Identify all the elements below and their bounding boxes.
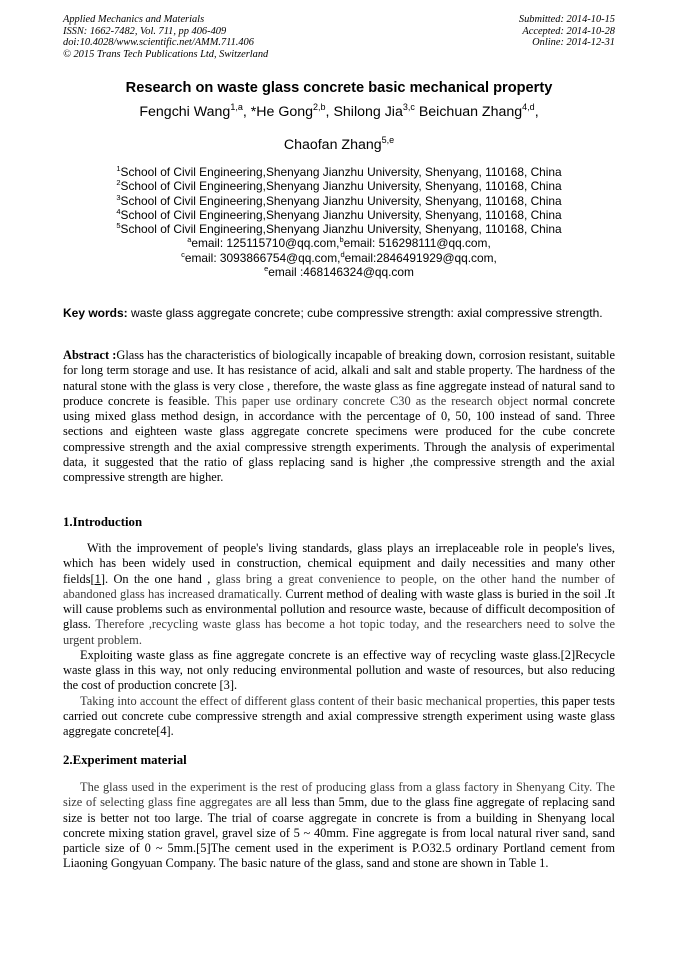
author-list bbox=[40, 103, 638, 121]
section-heading-introduction bbox=[63, 515, 142, 530]
affiliation-text: School of Civil Engineering,Shenyang Jianzhu University, Shenyang, 110168, China bbox=[120, 222, 562, 237]
author-affil-sup: 2,b bbox=[313, 102, 326, 112]
online-date: Online: 2014-12-31 bbox=[532, 37, 615, 49]
email-sup: e bbox=[264, 264, 269, 274]
keywords-text: waste glass aggregate concrete; cube compressive strength: axial compressive strength. bbox=[127, 306, 603, 320]
email-a: email: 125115710@qq.com, bbox=[191, 236, 340, 251]
author-name: Shilong Jia bbox=[333, 104, 403, 120]
email-b: email: 516298111@qq.com, bbox=[343, 236, 491, 251]
submission-dates bbox=[519, 14, 615, 49]
affiliation-sup: 4 bbox=[116, 206, 121, 216]
abstract-label: Abstract : bbox=[63, 348, 117, 362]
email-e: email :468146324@qq.com bbox=[268, 265, 414, 280]
paragraph-text: Taking into account the effect of different glass content of their basic mechanical properties, bbox=[80, 693, 542, 708]
copyright-line: © 2015 Trans Tech Publications Ltd, Switzerland bbox=[63, 48, 269, 60]
paragraph-text: glass bring a great convenience to people, on the other hand the number of abandoned glass has increased dramatically. bbox=[63, 571, 615, 601]
author-name: Fengchi Wang bbox=[139, 104, 231, 120]
author-affil-sup: 4,d bbox=[522, 102, 535, 112]
abstract-text: normal concrete using mixed glass method design, in accordance with the percentage of 0, 50, 100 instead of sand. Three sections and eighteen waste glass aggregate concrete specimens were produced for the cube concrete compressive strength and the axial compressive strength experiments. Through the analysis of experimental data, it suggested that the ratio of glass replacing sand is higher ,the compressive strength and the axial compressive strength are higher. bbox=[63, 393, 615, 484]
doi-line: doi:10.4028/www.scientific.net/AMM.711.406 bbox=[63, 37, 254, 49]
submitted-date: Submitted: 2014-10-15 bbox=[518, 14, 615, 25]
paragraph bbox=[63, 780, 615, 872]
section-heading-experiment-material: 2.Experiment material bbox=[63, 753, 187, 767]
email-line bbox=[40, 236, 638, 250]
author-separator: , bbox=[325, 104, 334, 120]
affiliation-text: School of Civil Engineering,Shenyang Jianzhu University, Shenyang, 110168, China bbox=[120, 193, 562, 208]
email-sup: d bbox=[340, 249, 345, 259]
affiliation-text: School of Civil Engineering,Shenyang Jianzhu University, Shenyang, 110168, China bbox=[120, 165, 562, 179]
introduction-body bbox=[63, 541, 615, 739]
affiliation-line bbox=[40, 179, 638, 193]
affiliation-text: School of Civil Engineering,Shenyang Jianzhu University, Shenyang, 110168, China bbox=[120, 207, 562, 222]
author-separator: , bbox=[534, 104, 539, 120]
section-number: 1. bbox=[63, 515, 73, 529]
affiliation-line bbox=[40, 222, 638, 236]
email-line bbox=[40, 251, 638, 265]
affiliation-line bbox=[40, 165, 638, 179]
citation-link[interactable]: [1] bbox=[90, 571, 105, 586]
email-sup: b bbox=[339, 235, 344, 245]
abstract-text: Glass has the characteristics of biologically incapable of breaking down, corrosion resistant, suitable for long term storage and use. It has resistance of acid, alkali and salt and stable property. The hardness of the natural stone with the glass is very close , therefore, the waste glass as fine aggregate instead of natural sand to produce concrete is feasible. bbox=[63, 348, 615, 408]
keywords-label: Key words: bbox=[63, 306, 128, 320]
paper-title: Research on waste glass concrete basic mechanical property bbox=[125, 80, 553, 96]
affiliation-text: School of Civil Engineering,Shenyang Jianzhu University, Shenyang, 110168, China bbox=[120, 179, 562, 194]
author-affil-sup: 3,c bbox=[402, 102, 415, 112]
affiliation-line bbox=[40, 208, 638, 222]
affiliation-sup: 2 bbox=[116, 178, 121, 188]
accepted-date: Accepted: 2014-10-28 bbox=[522, 25, 615, 37]
paragraph: Exploiting waste glass as fine aggregate concrete is an effective way of recycling waste glass.[2]Recycle waste glass in this way, not only reducing environmental pollution and waste of resources, but also reducing the cost of production concrete [3]. bbox=[63, 647, 615, 693]
affiliations bbox=[40, 165, 638, 279]
paragraph bbox=[63, 694, 615, 740]
author-separator: , bbox=[242, 104, 251, 120]
affiliation-sup: 5 bbox=[116, 221, 121, 231]
author-name: Beichuan Zhang bbox=[418, 104, 523, 120]
author-name: *He Gong bbox=[250, 104, 314, 120]
abstract bbox=[63, 348, 615, 485]
paragraph-text: all less than 5mm, due to the glass fine aggregate of replacing sand size is better not too large. The trial of coarse aggregate in concrete is from a building in Shenyang local concrete mixing station gravel, gravel size of 5 ~ 40mm. Fine aggregate is from local natural river sand, sand particle size of 0 ~ 5mm.[5]The cement used in the experiment is P.O32.5 ordinary Portland cement from Liaoning Gongyuan Company. bbox=[63, 795, 615, 871]
author-affil-sup: 5,e bbox=[381, 135, 395, 145]
paragraph bbox=[63, 541, 615, 648]
journal-info bbox=[63, 14, 268, 60]
affiliation-sup: 3 bbox=[116, 192, 121, 202]
paragraph-text: . On the one hand , bbox=[104, 571, 216, 586]
paragraph-text: The glass used in the experiment is the rest of producing glass from a glass factory in Shenyang City. The size of selecting glass fine aggregates are bbox=[63, 780, 615, 810]
paragraph-text: Therefore ,recycling waste glass has become a hot topic today, and the researchers need to solve the urgent problem. bbox=[63, 617, 615, 647]
email-sup: c bbox=[181, 249, 185, 259]
affiliation-sup: 1 bbox=[116, 164, 121, 173]
abstract-text: This paper use ordinary concrete C30 as the research object bbox=[214, 393, 528, 408]
keywords bbox=[63, 306, 615, 321]
paragraph-text: With the improvement of people's living standards, glass plays an irreplaceable role in people's lives, which has been widely used in construction, chemical equipment and daily necessities and many other fields bbox=[63, 541, 615, 586]
author-affil-sup: 1,a bbox=[230, 102, 243, 112]
affiliation-line bbox=[40, 194, 638, 208]
paragraph-text: this paper tests carried out concrete cube compressive strength and axial compressive strength experiment using waste glass aggregate concrete[4]. bbox=[63, 693, 615, 738]
journal-name: Applied Mechanics and Materials bbox=[63, 14, 205, 25]
email-d: email:2846491929@qq.com, bbox=[344, 250, 497, 265]
email-line bbox=[40, 265, 638, 279]
email-sup: a bbox=[187, 235, 192, 245]
paragraph-text: Current method of dealing with waste glass is buried in the soil .It will cause problems such as environmental pollution and resource waste, because of difficult decomposition of glass. bbox=[63, 586, 615, 632]
paragraph-text: The basic nature of the glass, sand and stone are shown in Table 1. bbox=[218, 856, 549, 871]
author-name: Chaofan Zhang bbox=[283, 137, 382, 153]
author-list-continued bbox=[40, 136, 638, 154]
email-c: email: 3093866754@qq.com, bbox=[184, 250, 341, 265]
section-title: Introduction bbox=[72, 515, 143, 529]
issn-line: ISSN: 1662-7482, Vol. 711, pp 406-409 bbox=[63, 25, 227, 37]
experiment-material-body bbox=[63, 780, 615, 872]
